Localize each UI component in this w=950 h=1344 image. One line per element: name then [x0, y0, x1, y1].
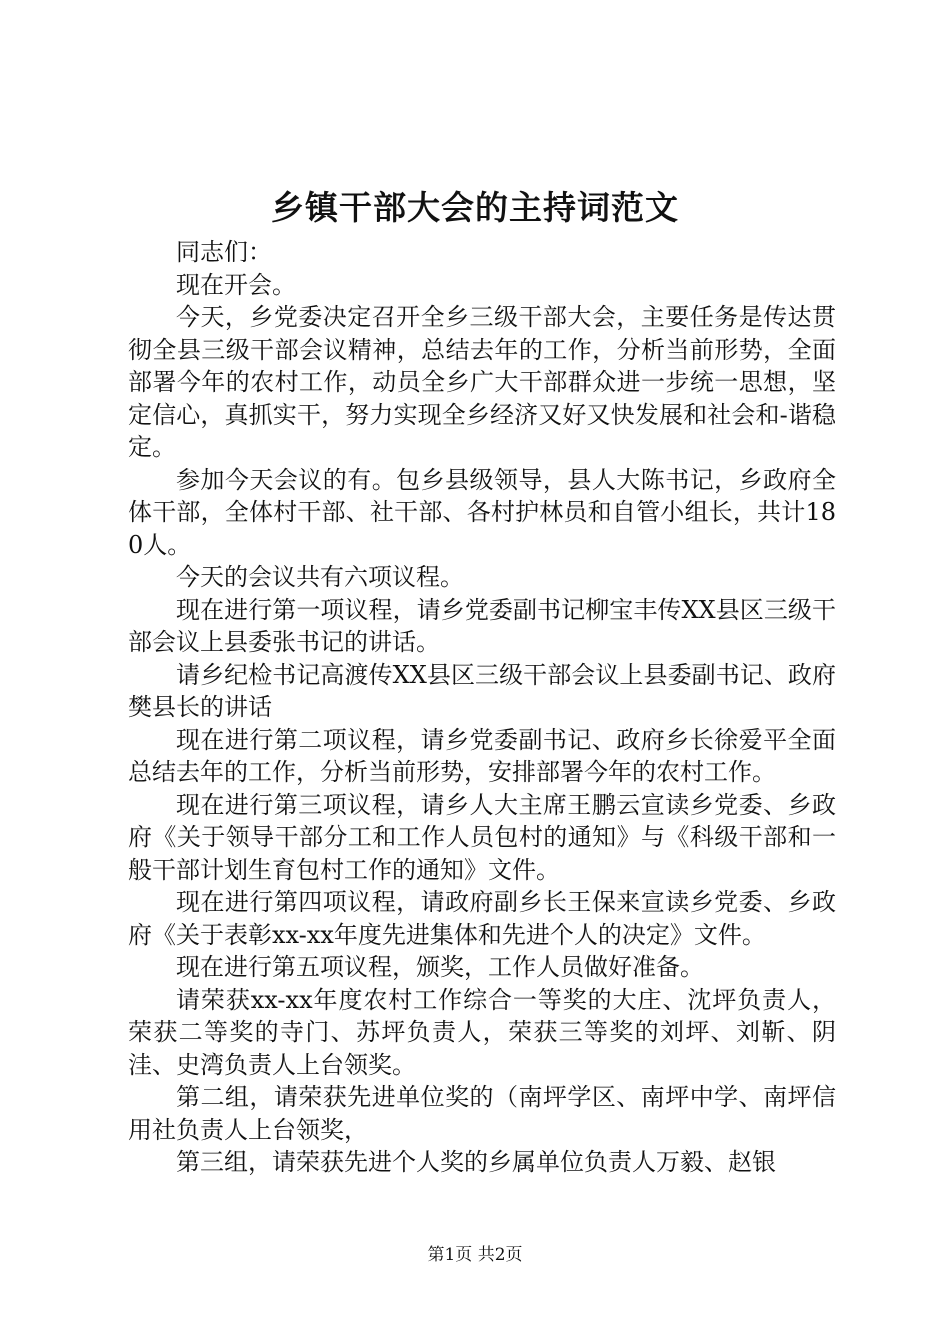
paragraph: 现在进行第二项议程，请乡党委副书记、政府乡长徐爱平全面总结去年的工作，分析当前形势，安排部署今年的农村工作。: [128, 725, 836, 786]
paragraph: 同志们：: [176, 238, 272, 266]
document-title: 乡镇干部大会的主持词范文: [271, 188, 679, 227]
paragraph: 现在进行第三项议程，请乡人大主席王鹏云宣读乡党委、乡政府《关于领导干部分工和工作人员包村的通知》与《科级干部和一般干部计划生育包村工作的通知》文件。: [128, 790, 836, 884]
paragraph: 现在进行第一项议程，请乡党委副书记柳宝丰传XX县区三级干部会议上县委张书记的讲话。: [128, 595, 836, 656]
paragraph: 第三组，请荣获先进个人奖的乡属单位负责人万毅、赵银: [176, 1148, 776, 1176]
paragraph: 今天，乡党委决定召开全乡三级干部大会，主要任务是传达贯彻全县三级干部会议精神，总结去年的工作，分析当前形势，全面部署今年的农村工作，动员全乡广大干部群众进一步统一思想，坚定信心，真抓实干，努力实现全乡经济又好又快发展和社会和-谐稳定。: [128, 303, 836, 461]
page-number-footer: 第1页 共2页: [427, 1245, 523, 1265]
paragraph: 参加今天会议的有。包乡县级领导，县人大陈书记，乡政府全体干部，全体村干部、社干部、各村护林员和自管小组长，共计180人。: [128, 465, 836, 559]
paragraph: 今天的会议共有六项议程。: [176, 563, 464, 591]
paragraph: 现在进行第五项议程，颁奖，工作人员做好准备。: [176, 953, 704, 981]
paragraph: 请乡纪检书记高渡传XX县区三级干部会议上县委副书记、政府樊县长的讲话: [128, 660, 836, 721]
paragraph: 现在进行第四项议程，请政府副乡长王保来宣读乡党委、乡政府《关于表彰xx-xx年度先进集体和先进个人的决定》文件。: [128, 888, 836, 949]
document-body: [128, 236, 836, 1179]
paragraph: 请荣获xx-xx年度农村工作综合一等奖的大庄、沈坪负责人，荣获二等奖的寺门、苏坪负责人，荣获三等奖的刘坪、刘靳、阴洼、史湾负责人上台领奖。: [128, 985, 836, 1079]
paragraph: 第二组，请荣获先进单位奖的（南坪学区、南坪中学、南坪信用社负责人上台领奖，: [128, 1083, 836, 1144]
paragraph: 现在开会。: [176, 270, 296, 299]
